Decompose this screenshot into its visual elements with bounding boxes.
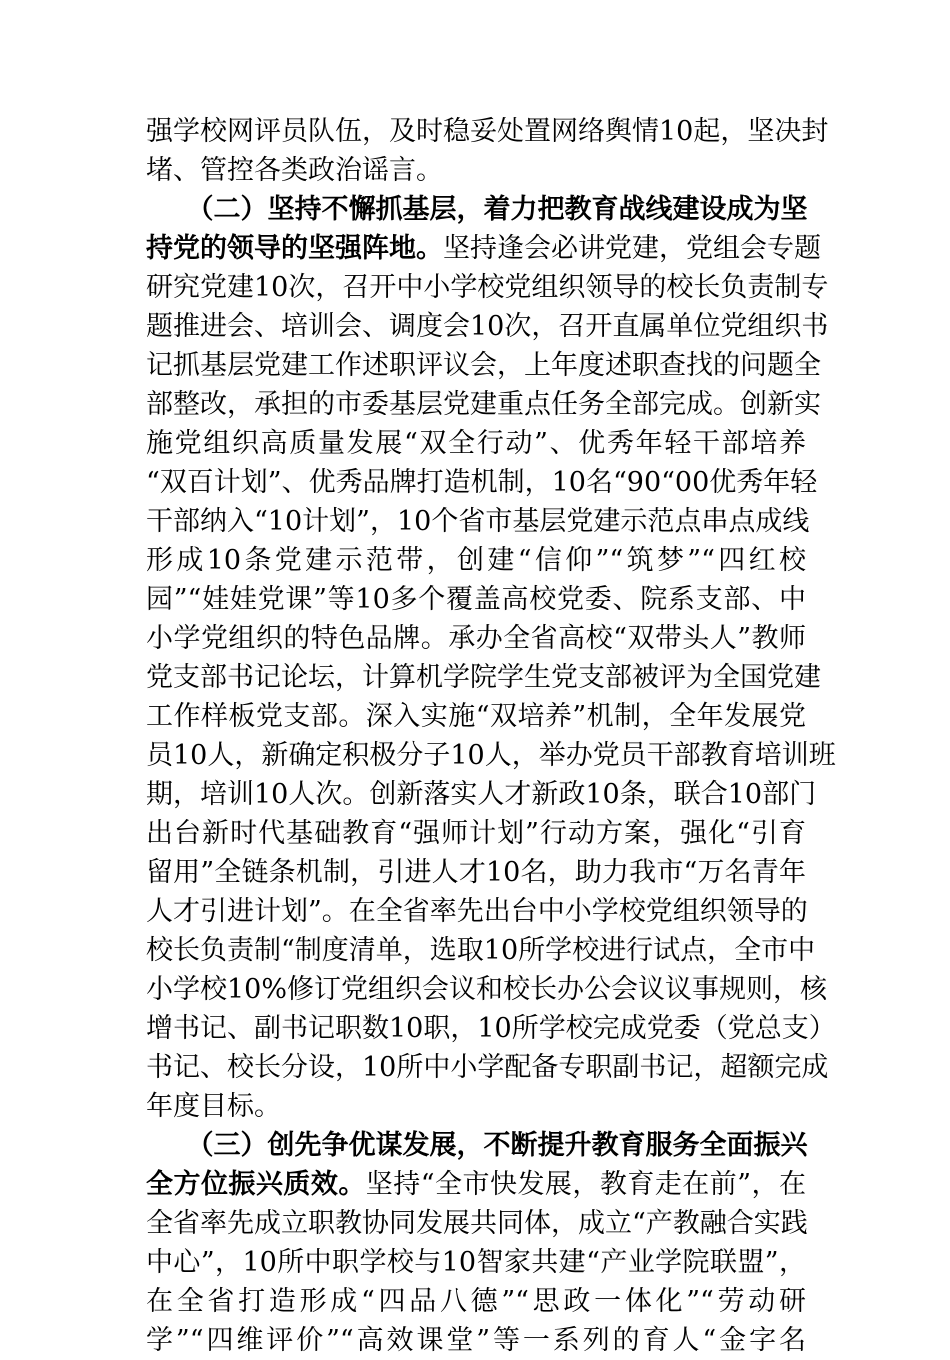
- body-text: 年度目标。: [146, 1091, 281, 1122]
- text-line: [146, 190, 806, 229]
- body-text: 小学校10%修订党组织会议和校长办公会议议事规则，核: [146, 974, 828, 1005]
- text-line: [146, 229, 821, 268]
- text-line: [146, 736, 836, 775]
- text-line: [146, 931, 816, 970]
- body-text: 学”“四维评价”“高效课堂”等一系列的育人“金字名: [146, 1325, 806, 1356]
- text-line: [146, 658, 821, 697]
- bold-heading-text: 全方位振兴质效。: [146, 1169, 366, 1200]
- body-text: 强学校网评员队伍，及时稳妥处置网络舆情10起，坚决封: [146, 116, 829, 147]
- text-line: [146, 775, 817, 814]
- bold-heading-text: 持党的领导的坚强阵地。: [146, 233, 443, 264]
- text-line: [146, 1087, 806, 1126]
- text-line: [146, 892, 806, 931]
- body-text: 小学党组织的特色品牌。承办全省高校“双带头人”教师: [146, 623, 806, 654]
- body-text: 工作样板党支部。深入实施“双培养”机制，全年发展党: [146, 701, 806, 732]
- body-text: 坚持逢会必讲党建，党组会专题: [443, 233, 821, 264]
- body-text: 部整改，承担的市委基层党建重点任务全部完成。创新实: [146, 389, 821, 420]
- text-line: [146, 970, 828, 1009]
- text-line: [146, 112, 829, 151]
- body-text: 园”“娃娃党课”等10多个覆盖高校党委、院系支部、中: [146, 584, 806, 615]
- text-line: [146, 1048, 829, 1087]
- text-line: [146, 1243, 806, 1282]
- body-text: 中心”，10所中职学校与10智家共建“产业学院联盟”，: [146, 1247, 806, 1278]
- body-text: 出台新时代基础教育“强师计划”行动方案，强化“引育: [146, 818, 806, 849]
- body-text: 书记、校长分设，10所中小学配备专职副书记，超额完成: [146, 1052, 829, 1083]
- body-text: 形成10条党建示范带，创建“信仰”“筑梦”“四红校: [146, 545, 806, 576]
- body-text: 党支部书记论坛，计算机学院学生党支部被评为全国党建: [146, 662, 821, 693]
- body-text: 题推进会、培训会、调度会10次，召开直属单位党组织书: [146, 311, 829, 342]
- body-text: 员10人，新确定积极分子10人，举办党员干部教育培训班: [146, 740, 836, 771]
- body-text: 坚持“全市快发展，教育走在前”，在: [365, 1169, 806, 1200]
- text-line: [146, 853, 806, 892]
- document-page: [146, 112, 836, 1360]
- text-line: [146, 580, 806, 619]
- text-line: [146, 385, 821, 424]
- text-line: [146, 1009, 836, 1048]
- text-line: [146, 346, 821, 385]
- body-text: 研究党建10次，召开中小学校党组织领导的校长负责制专: [146, 272, 829, 303]
- text-line: [146, 1126, 806, 1165]
- text-line: [146, 268, 829, 307]
- text-line: [146, 697, 806, 736]
- text-line: [146, 814, 806, 853]
- text-line: [146, 424, 806, 463]
- body-text: “双百计划”、优秀品牌打造机制，10名“90“00优秀年轻: [146, 467, 818, 498]
- text-line: [146, 1321, 806, 1360]
- text-line: [146, 151, 806, 190]
- text-line: [146, 1204, 806, 1243]
- body-text: 期，培训10人次。创新落实人才新政10条，联合10部门: [146, 779, 817, 810]
- text-line: [146, 619, 806, 658]
- body-text: 人才引进计划”。在全省率先出台中小学校党组织领导的: [146, 896, 808, 927]
- text-line: [146, 463, 818, 502]
- text-line: [146, 1282, 806, 1321]
- body-text: 施党组织高质量发展“双全行动”、优秀年轻干部培养: [146, 428, 806, 459]
- body-text: 校长负责制“制度清单，选取10所学校进行试点，全市中: [146, 935, 816, 966]
- bold-heading-text: （二）坚持不懈抓基层，着力把教育战线建设成为坚: [146, 194, 808, 225]
- body-text: 全省率先成立职教协同发展共同体，成立“产教融合实践: [146, 1208, 808, 1239]
- body-text: 留用”全链条机制，引进人才10名，助力我市“万名青年: [146, 857, 806, 888]
- body-text: 干部纳入“10计划”，10个省市基层党建示范点串点成线: [146, 506, 810, 537]
- body-text: 堵、管控各类政治谣言。: [146, 155, 443, 186]
- text-line: [146, 541, 806, 580]
- body-text: 增书记、副书记职数10职，10所学校完成党委（党总支）: [146, 1013, 836, 1044]
- text-line: [146, 307, 829, 346]
- bold-heading-text: （三）创先争优谋发展，不断提升教育服务全面振兴: [146, 1130, 808, 1161]
- body-text: 在全省打造形成“四品八德”“思政一体化”“劳动研: [146, 1286, 806, 1317]
- text-line: [146, 1165, 806, 1204]
- body-text: 记抓基层党建工作述职评议会，上年度述职查找的问题全: [146, 350, 821, 381]
- text-line: [146, 502, 810, 541]
